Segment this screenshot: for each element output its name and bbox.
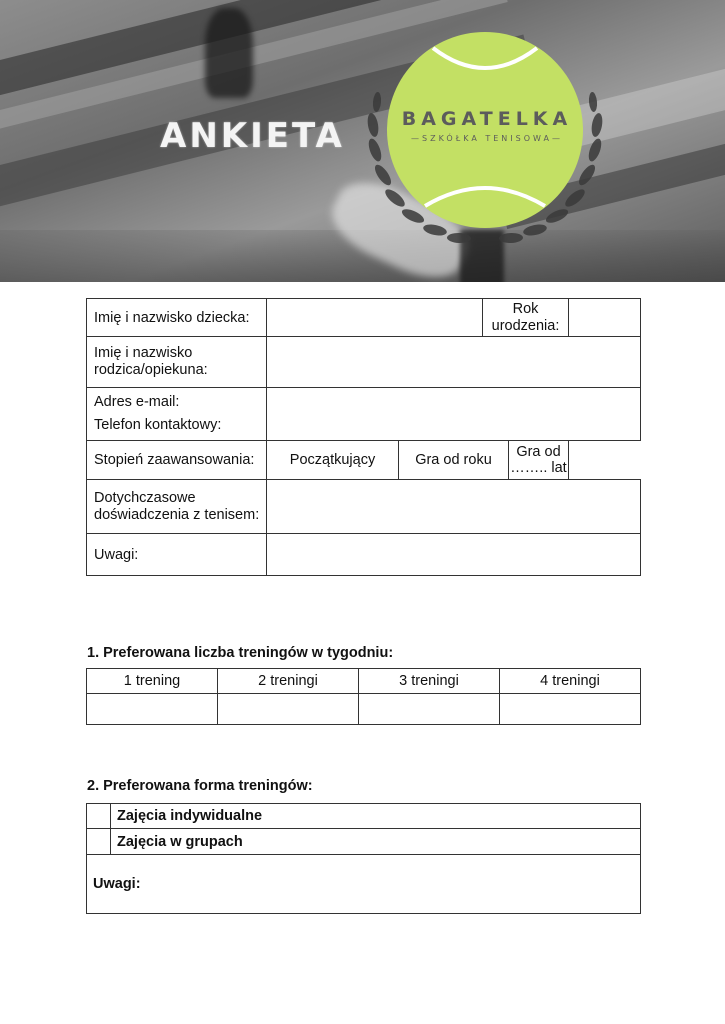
notes-field[interactable]	[267, 534, 641, 576]
table-row	[87, 829, 641, 855]
checkbox-1-training[interactable]	[87, 694, 218, 725]
table-row	[87, 804, 641, 829]
page-title: ANKIETA	[160, 116, 345, 156]
contact-field[interactable]	[267, 388, 641, 441]
notes-label: Uwagi:	[87, 534, 267, 576]
brand-tagline: —SZKÓŁKA TENISOWA—	[411, 134, 563, 143]
header-banner	[0, 0, 725, 282]
child-name-label: Imię i nazwisko dziecka:	[87, 299, 267, 337]
birth-year-field[interactable]	[569, 299, 641, 337]
checkbox-4-trainings[interactable]	[500, 694, 641, 725]
option-1-training: 1 trening	[87, 669, 218, 694]
training-count-table	[86, 668, 641, 725]
level-option-year[interactable]: Gra od roku	[399, 441, 509, 479]
table-row	[87, 694, 641, 725]
option-4-trainings: 4 treningi	[500, 669, 641, 694]
table-row	[87, 388, 641, 441]
option-individual: Zajęcia indywidualne	[111, 804, 641, 829]
brand-name: BAGATELKA	[401, 108, 573, 130]
experience-label: Dotychczasowe doświadczenia z tenisem:	[87, 480, 267, 534]
player-silhouette	[205, 8, 253, 98]
level-option-group	[399, 441, 569, 480]
option-2-trainings: 2 treningi	[218, 669, 359, 694]
parent-name-field[interactable]	[267, 337, 641, 388]
option-group: Zajęcia w grupach	[111, 829, 641, 855]
section2-notes-label: Uwagi:	[93, 876, 141, 892]
birth-year-label: Rok urodzenia:	[483, 299, 569, 337]
table-row	[87, 855, 641, 914]
checkbox-2-trainings[interactable]	[218, 694, 359, 725]
checkbox-individual[interactable]	[87, 804, 111, 829]
section1-heading: 1. Preferowana liczba treningów w tygodniu:	[87, 645, 394, 661]
table-row	[87, 299, 641, 337]
option-3-trainings: 3 treningi	[359, 669, 500, 694]
phone-label: Telefon kontaktowy:	[94, 417, 222, 433]
tennis-ball-logo-icon	[355, 30, 615, 260]
table-row	[87, 337, 641, 388]
level-option-beginner[interactable]: Początkujący	[267, 441, 399, 480]
personal-info-table	[86, 298, 641, 576]
table-row	[87, 480, 641, 534]
training-form-table	[86, 803, 641, 914]
level-label: Stopień zaawansowania:	[87, 441, 267, 480]
table-row	[87, 534, 641, 576]
contact-label	[87, 388, 267, 441]
section2-heading: 2. Preferowana forma treningów:	[87, 778, 313, 794]
child-name-field[interactable]	[267, 299, 483, 337]
checkbox-group[interactable]	[87, 829, 111, 855]
table-row	[87, 441, 641, 480]
section2-notes-field[interactable]	[87, 855, 641, 914]
parent-name-label: Imię i nazwisko rodzica/opiekuna:	[87, 337, 267, 388]
table-row	[87, 669, 641, 694]
experience-field[interactable]	[267, 480, 641, 534]
checkbox-3-trainings[interactable]	[359, 694, 500, 725]
level-option-years[interactable]: Gra od …….. lat	[510, 444, 567, 476]
email-label: Adres e-mail:	[94, 394, 180, 410]
